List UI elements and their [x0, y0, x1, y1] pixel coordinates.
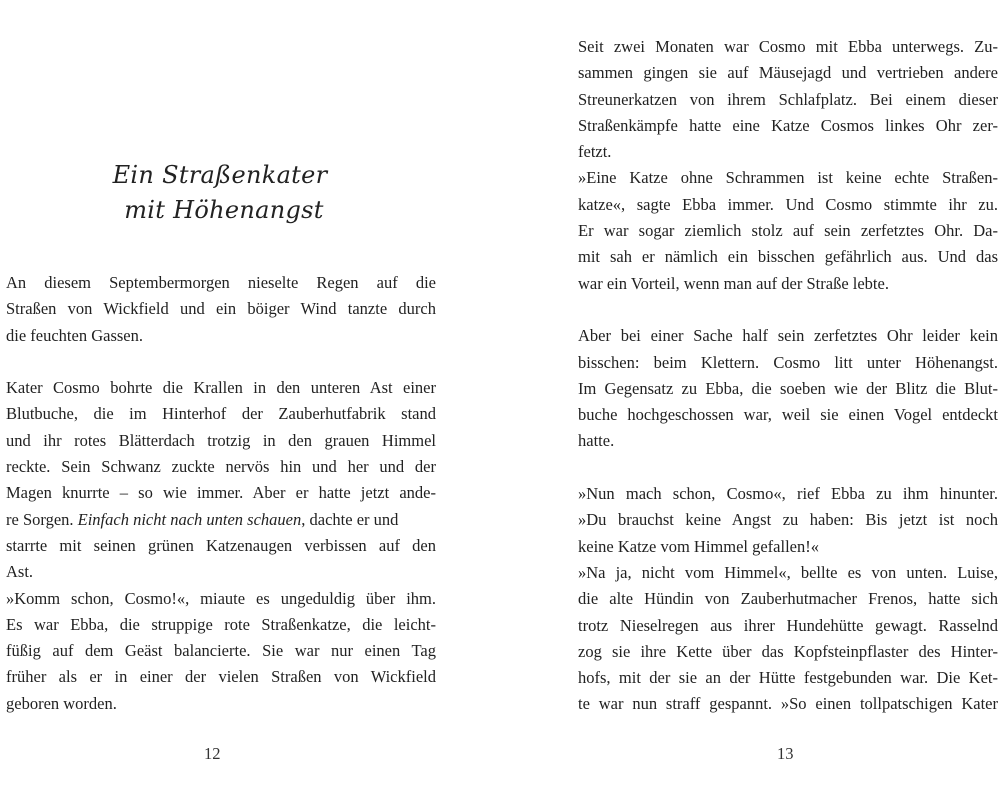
text-line: »Du brauchst keine Angst zu haben: Bis jetzt ist noch: [578, 510, 998, 530]
text-line: Im Gegensatz zu Ebba, die soeben wie der Blitz die Blut-: [578, 378, 998, 398]
text-line: trotz Nieselregen aus ihrer Hundehütte gewagt. Rasselnd: [578, 615, 998, 635]
text-line: die alte Hündin von Zauberhutmacher Frenos, hatte sich: [578, 589, 998, 609]
text-line: hatte.: [578, 431, 615, 451]
right-page: [500, 0, 1000, 800]
text-segment: , dachte er und: [301, 509, 399, 529]
italic-thought: Einfach nicht nach unten schauen: [77, 509, 302, 529]
text-line: Kater Cosmo bohrte die Krallen in den unteren Ast einer: [6, 378, 436, 398]
page-number: 13: [777, 744, 794, 763]
paragraph-gap: [578, 297, 998, 323]
text-line: starrte mit seinen grünen Katzenaugen verbissen auf den: [6, 535, 436, 555]
text-line: Magen knurrte – so wie immer. Aber er hatte jetzt ande-: [6, 483, 436, 503]
text-line: Straßen von Wickfield und ein böiger Wind tanzte durch: [6, 299, 436, 319]
paragraph-gap: [578, 455, 998, 481]
text-line: buche hochgeschossen war, weil sie einen Vogel entdeckt: [578, 405, 998, 425]
text-line: geboren worden.: [6, 693, 117, 713]
right-page-text: [578, 34, 998, 718]
paragraph-gap: [6, 349, 436, 375]
text-line: die feuchten Gassen.: [6, 325, 143, 345]
text-line: »Na ja, nicht vom Himmel«, bellte es von unten. Luise,: [578, 562, 998, 582]
text-line: fetzt.: [578, 142, 612, 162]
text-line: früher als er in einer der vielen Straßen von Wickfield: [6, 667, 436, 687]
text-line: hofs, mit der sie an der Hütte festgebunden war. Die Ket-: [578, 668, 998, 688]
text-line: Streunerkatzen von ihrem Schlafplatz. Bei einem dieser: [578, 89, 998, 109]
text-line: »Komm schon, Cosmo!«, miaute es ungeduldig über ihm.: [6, 588, 436, 608]
text-line: war ein Vorteil, wenn man auf der Straße lebte.: [578, 273, 889, 293]
text-line: füßig auf dem Geäst balancierte. Sie war nur einen Tag: [6, 641, 436, 661]
text-line: mit sah er nämlich ein bisschen gefährlich aus. Und das: [578, 247, 998, 267]
text-line: Aber bei einer Sache half sein zerfetztes Ohr leider kein: [578, 326, 998, 346]
text-line: An diesem Septembermorgen nieselte Regen auf die: [6, 273, 436, 292]
text-line: te war nun straff gespannt. »So einen tollpatschigen Kater: [578, 694, 998, 714]
text-line: katze«, sagte Ebba immer. Und Cosmo stimmte ihr zu.: [578, 194, 998, 214]
left-page-text: [6, 270, 436, 717]
text-line: [6, 507, 436, 533]
text-line: bisschen: beim Klettern. Cosmo litt unter Höhenangst.: [578, 352, 998, 372]
text-line: Straßenkämpfe hatte eine Katze Cosmos linkes Ohr zer-: [578, 115, 998, 135]
chapter-title-line: Ein Straßenkater: [112, 161, 328, 189]
text-line: »Nun mach schon, Cosmo«, rief Ebba zu ihm hinunter.: [578, 484, 998, 504]
text-line: Er war sogar ziemlich stolz auf sein zerfetztes Ohr. Da-: [578, 221, 998, 241]
chapter-title-line: mit Höhenangst: [124, 196, 324, 224]
text-line: zog sie ihre Kette über das Kopfsteinpflaster des Hinter-: [578, 641, 998, 661]
text-line: und ihr rotes Blätterdach trotzig in den grauen Himmel: [6, 430, 436, 450]
page-number: 12: [204, 744, 221, 763]
text-line: Es war Ebba, die struppige rote Straßenkatze, die leicht-: [6, 614, 436, 634]
text-line: reckte. Sein Schwanz zuckte nervös hin und her und der: [6, 457, 436, 477]
text-line: Blutbuche, die im Hinterhof der Zauberhutfabrik stand: [6, 404, 436, 424]
text-line: keine Katze vom Himmel gefallen!«: [578, 536, 819, 556]
text-line: »Eine Katze ohne Schrammen ist keine echte Straßen-: [578, 168, 998, 188]
text-line: sammen gingen sie auf Mäusejagd und vertrieben andere: [578, 63, 998, 83]
text-line: Seit zwei Monaten war Cosmo mit Ebba unterwegs. Zu-: [578, 37, 998, 56]
text-line: Ast.: [6, 562, 34, 582]
text-segment: re Sorgen.: [6, 509, 74, 529]
chapter-title: [10, 158, 430, 228]
